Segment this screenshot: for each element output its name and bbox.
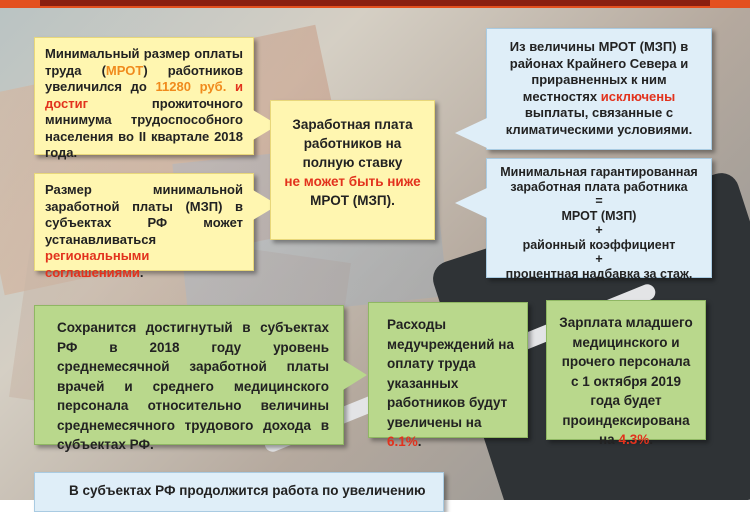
formula-line5: процентная надбавка за стаж. xyxy=(505,266,693,281)
box-junior xyxy=(546,300,706,447)
header-strip xyxy=(40,0,710,6)
north-text-b: выплаты, связанные с климатическими условиями. xyxy=(505,105,693,137)
center-text-a: Заработная плата работников на полную ставку xyxy=(292,117,413,170)
mrot-text-c xyxy=(226,79,235,94)
formula-line2: заработная плата работника xyxy=(510,179,688,194)
north-excluded: исключены xyxy=(600,88,676,104)
formula-line1: Минимальная гарантированная xyxy=(500,165,698,179)
bottom-text: В субъектах РФ продолжится работа по увеличению xyxy=(69,483,426,498)
mrot-text-d: прожиточного минимума трудоспособного населения во II квартале 2018 года. xyxy=(45,95,243,160)
junior-text-a: Зарплата младшего медицинского и прочего персонала с 1 октября 2019 года будет проиндексирована на xyxy=(559,315,693,447)
formula-line4: районный коэффициент xyxy=(522,237,676,252)
salary-text: Сохранится достигнутый в субъектах РФ в 2018 году уровень среднемесячной заработной платы врачей и среднего медицинского персонала относительно величины среднемесячного трудового дохода в субъектах РФ. xyxy=(57,320,329,452)
mzp-regional: региональными соглашениями xyxy=(45,248,150,280)
box-formula xyxy=(486,158,712,281)
mrot-abbr: МРОТ xyxy=(105,62,144,78)
box-salary xyxy=(34,305,344,452)
arrow-north xyxy=(455,118,487,148)
formula-line3: МРОТ (МЗП) xyxy=(561,208,637,223)
expenses-text-b: . xyxy=(417,434,422,449)
box-mrot xyxy=(34,37,254,160)
expenses-percent: 6.1% xyxy=(387,434,418,449)
mrot-text-b: ) работников увеличился до xyxy=(45,62,243,94)
header-bar xyxy=(0,0,750,8)
formula-eq: = xyxy=(595,194,603,208)
mzp-text-a: Размер минимальной заработной платы (МЗП) в субъектах РФ может устанавливаться xyxy=(45,182,243,247)
box-mzp xyxy=(34,173,254,280)
box-bottom xyxy=(34,472,444,512)
north-text-a: Из величины МРОТ (МЗП) в районах Крайнего Севера и приравненных к ним местностях xyxy=(509,39,689,104)
arrow-formula xyxy=(455,188,487,218)
mrot-reached: и достиг xyxy=(45,79,243,111)
formula-plus2: + xyxy=(595,252,603,266)
box-north xyxy=(486,28,712,150)
center-highlight: не может быть ниже xyxy=(284,174,421,189)
formula-plus1: + xyxy=(595,223,603,237)
center-text-b: МРОТ (МЗП). xyxy=(310,193,395,208)
box-center xyxy=(270,100,435,240)
mzp-text-b: . xyxy=(139,264,144,280)
mrot-text-a: Минимальный размер оплаты труда ( xyxy=(45,46,243,78)
mrot-amount: 11280 руб. xyxy=(155,79,227,94)
junior-percent: 4.3% xyxy=(618,432,650,447)
arrow-salary xyxy=(343,360,371,390)
expenses-text-a: Расходы медучреждений на оплату труда указанных работников будут увеличены на xyxy=(387,317,514,430)
junior-text-b: . xyxy=(649,432,653,447)
box-expenses xyxy=(368,302,528,449)
